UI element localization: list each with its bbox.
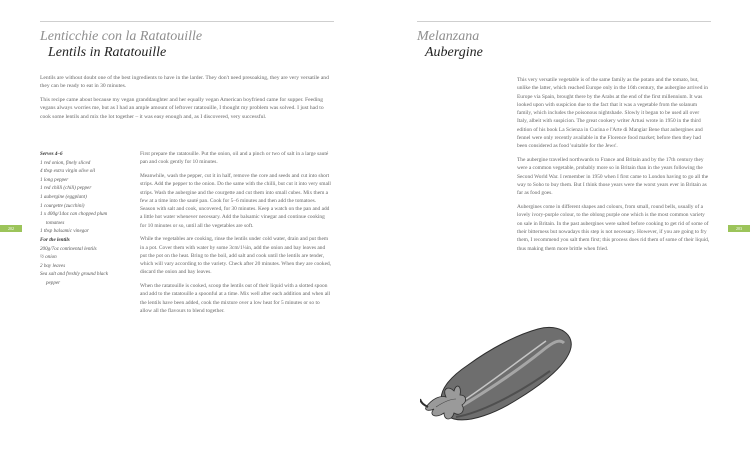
ingredient-item: 1 tbsp balsamic vinegar: [40, 228, 89, 235]
method-paragraph: Meanwhile, wash the pepper, cut it in half, remove the core and seeds and cut into short strips. Add the pepper to the onion. Do the same with the chilli, but cut it into very small strips. Wash the aubergine and the courgette and cut them into small cubes. Mix them a few at a time into the sauté pan. Cook for 5–6 minutes and then add the tomatoes. Season with salt and cook, uncovered, for 30 minutes. Keep a watch on the pan and add a little hot water whenever necessary. Add the balsamic vinegar and continue cooking for 10 minutes or so, until all the vegetables are soft.: [140, 173, 331, 229]
ingredient-item: 1 courgette (zucchini): [40, 202, 85, 209]
recipe-title-english: Lentils in Ratatouille: [48, 45, 167, 60]
ingredient-item: 1 aubergine (eggplant): [40, 193, 87, 200]
page-number-left: 202: [0, 225, 22, 232]
method-paragraph: First prepare the ratatouille. Put the onion, oil and a pinch or two of salt in a large sauté pan and cook gently for 10 minutes.: [140, 151, 329, 166]
ingredient-item: 200g/7oz continental lentils: [40, 245, 97, 252]
ingredient-title-italian: Melanzana: [417, 29, 480, 44]
ingredient-item: 2 bay leaves: [40, 262, 66, 269]
ingredient-item: tomatoes: [46, 219, 65, 226]
aubergine-stem: [420, 399, 428, 407]
page-number-right: 203: [728, 225, 750, 232]
ingredient-item: pepper: [46, 279, 61, 286]
ingredient-item: ½ onion: [40, 254, 57, 261]
aubergine-illustration: [420, 295, 580, 435]
intro-paragraph: This recipe came about because my vegan granddaughter and her equally vegan American boyfriend came for supper. Feeding vegans always worries me, but as I had an ample amount of leftover ratatouille, I thought my problem was solved. I just had to cook some lentils and mix the lot together – it was easy enough and, as I discovered, very successful.: [40, 97, 324, 120]
ingredient-item: 1 x 400g/14oz can chopped plum: [40, 211, 108, 218]
ingredient-item: 4 tbsp extra virgin olive oil: [40, 168, 96, 175]
method-paragraph: When the ratatouille is cooked, scoop the lentils out of their liquid with a slotted spoon and add to the ratatouille a spoonful at a time. Mix well after each addition and when all the lentils have been added, cook the mixture over a low heat for 5 minutes or so to allow all the flavours to blend together.: [140, 283, 331, 314]
ingredient-heading: Serves 4–6: [40, 151, 63, 157]
body-paragraph: The aubergine travelled northwards to France and Britain and by the 17th century they were a common vegetable, probably more so in Britain than in the years following the Second World War. I remember in 1950 when I first came to London having to go all the way to Soho to buy them. But I think those years were the worst years ever in Britain as far as food goes.: [517, 157, 709, 197]
aubergine-calyx: [426, 386, 466, 419]
ingredient-item: Sea salt and freshly ground black: [40, 271, 108, 278]
recipe-method: [140, 150, 332, 321]
ingredient-item: 1 red onion, finely sliced: [40, 159, 91, 166]
ingredient-list: [40, 150, 125, 288]
ingredient-heading: For the lentils: [40, 236, 70, 243]
top-rule: [417, 21, 711, 22]
method-paragraph: While the vegetables are cooking, rinse the lentils under cold water, drain and put them in a pot. Cover them with water by some 3cm/1¼in, add the onion and bay leaves and put the pot on the heat. Bring to the boil, add salt and cook until the lentils are tender, which will vary according to the variety. Check after 20 minutes. When they are cooked, discard the onion and bay leaves.: [140, 236, 332, 276]
ingredient-title-english: Aubergine: [425, 45, 483, 60]
body-paragraph: This very versatile vegetable is of the same family as the potato and the tomato, but, unlike the latter, which reached Europe only in the 16th century, the aubergine arrived in Europe via Spain, brought there by the Arabs at the end of the first millennium. It was looked upon with suspicion due to the fact that it was a vegetable from the solanum family, which includes the poisonous nightshade. Slowly it began to be used all over Italy, albeit with suspicion. The great cookery writer Artusi wrote in 1950 in the third edition of his book La Scienza in Cucina e l'Arte di Mangiar Bene that aubergines and fennel were only recently available in the Florence food market; before then they had been considered as food 'suitable for the Jews'.: [517, 77, 708, 150]
ingredient-item: 1 red chilli (chili) pepper: [40, 185, 92, 192]
recipe-intro: [40, 74, 334, 126]
recipe-title-italian: Lenticchie con la Ratatouille: [40, 29, 203, 44]
intro-paragraph: Lentils are without doubt one of the best ingredients to have in the larder. They don't need presoaking, they are very versatile and they can be ready to eat in 30 minutes.: [40, 75, 329, 90]
aubergine-text: [517, 76, 711, 258]
top-rule: [40, 21, 334, 22]
body-paragraph: Aubergines come in different shapes and colours, from small, round bells, usually of a lovely ivory-purple colour, to the oblong purple one which is the most common variety on sale in Britain. In the past aubergines were salted before cooking to get rid of some of their bitterness but nowadays this step is not necessary. However, if you are going to fry them, I recommend you salt them first; this process does rid them of some of their liquid, thus making them more brittle when fried.: [517, 204, 710, 252]
ingredient-item: 1 long pepper: [40, 176, 69, 183]
